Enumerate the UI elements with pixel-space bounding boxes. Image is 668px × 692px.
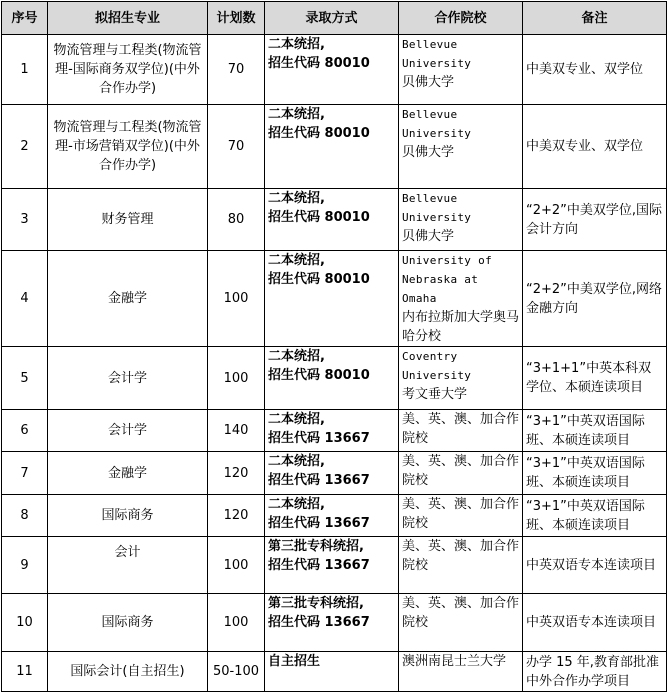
- cell-method: [265, 105, 399, 189]
- cell-method: [265, 452, 399, 495]
- table-row: [2, 105, 667, 189]
- cell-method: [265, 410, 399, 452]
- cell-plan: 50-100: [208, 652, 265, 692]
- header-plan: 计划数: [208, 2, 265, 35]
- method-line-1: 第三批专科统招,: [268, 596, 364, 611]
- cell-seq: 1: [2, 35, 48, 105]
- cell-note: 中美双专业、双学位: [523, 35, 667, 105]
- partner-cn: 考文垂大学: [402, 387, 468, 402]
- partner-en-2: University: [402, 57, 472, 70]
- cell-partner: [399, 594, 523, 652]
- method-line-2: 招生代码 80010: [268, 56, 370, 71]
- method-line-1: 二本统招,: [268, 107, 325, 122]
- header-partner: 合作院校: [399, 2, 523, 35]
- partner-cn: 贝佛大学: [402, 145, 455, 160]
- table-row: [2, 452, 667, 495]
- partner-cn: 贝佛大学: [402, 75, 455, 90]
- cell-major: 国际商务: [48, 495, 208, 537]
- table-header-row: [2, 2, 667, 35]
- cell-seq: 2: [2, 105, 48, 189]
- cell-note: “3+1+1”中英本科双学位、本硕连读项目: [523, 347, 667, 410]
- cell-method: [265, 251, 399, 347]
- cell-major: 会计学: [48, 410, 208, 452]
- partner-cn: 美、英、澳、加合作院校: [402, 454, 520, 488]
- cell-method: [265, 594, 399, 652]
- table-row: [2, 35, 667, 105]
- cell-seq: 4: [2, 251, 48, 347]
- cell-major: 金融学: [48, 251, 208, 347]
- method-line-1: 第三批专科统招,: [268, 539, 364, 554]
- cell-partner: [399, 537, 523, 594]
- cell-partner: [399, 189, 523, 251]
- cell-plan: 140: [208, 410, 265, 452]
- partner-en-1: Bellevue: [402, 38, 458, 51]
- cell-major: 物流管理与工程类(物流管理-国际商务双学位)(中外合作办学): [48, 35, 208, 105]
- cell-major: 财务管理: [48, 189, 208, 251]
- cell-seq: 7: [2, 452, 48, 495]
- partner-cn: 美、英、澳、加合作院校: [402, 497, 520, 531]
- cell-partner: [399, 452, 523, 495]
- cell-plan: 100: [208, 251, 265, 347]
- table-row: [2, 594, 667, 652]
- partner-en-1: University of: [402, 254, 492, 267]
- header-seq: 序号: [2, 2, 48, 35]
- method-line-1: 二本统招,: [268, 253, 325, 268]
- cell-method: [265, 537, 399, 594]
- method-line-2: 招生代码 80010: [268, 272, 370, 287]
- cell-plan: 80: [208, 189, 265, 251]
- cell-major: 金融学: [48, 452, 208, 495]
- cell-note: “2+2”中美双学位,网络金融方向: [523, 251, 667, 347]
- partner-en-1: Bellevue: [402, 108, 458, 121]
- cell-partner: [399, 251, 523, 347]
- method-line-2: 招生代码 13667: [268, 516, 370, 531]
- cell-method: [265, 347, 399, 410]
- cell-partner: [399, 495, 523, 537]
- method-line-1: 二本统招,: [268, 37, 325, 52]
- cell-method: [265, 495, 399, 537]
- cell-major: 物流管理与工程类(物流管理-市场营销双学位)(中外合作办学): [48, 105, 208, 189]
- partner-cn: 美、英、澳、加合作院校: [402, 596, 520, 630]
- method-line-1: 二本统招,: [268, 191, 325, 206]
- table-row: [2, 495, 667, 537]
- partner-cn: 内布拉斯加大学奥马哈分校: [402, 310, 520, 344]
- cell-method: [265, 35, 399, 105]
- cell-note: “3+1”中英双语国际班、本硕连读项目: [523, 495, 667, 537]
- cell-seq: 8: [2, 495, 48, 537]
- cell-plan: 70: [208, 35, 265, 105]
- cell-seq: 6: [2, 410, 48, 452]
- method-line-1: 二本统招,: [268, 349, 325, 364]
- table-row: [2, 251, 667, 347]
- table-row: [2, 537, 667, 594]
- cell-partner: [399, 347, 523, 410]
- cell-note: “2+2”中美双学位,国际会计方向: [523, 189, 667, 251]
- cell-major: 国际会计(自主招生): [48, 652, 208, 692]
- cell-partner: [399, 652, 523, 692]
- cell-plan: 100: [208, 594, 265, 652]
- cell-plan: 120: [208, 495, 265, 537]
- cell-note: “3+1”中英双语国际班、本硕连读项目: [523, 452, 667, 495]
- partner-cn: 美、英、澳、加合作院校: [402, 412, 520, 446]
- header-major: 拟招生专业: [48, 2, 208, 35]
- method-line-2: 招生代码 13667: [268, 558, 370, 573]
- cell-plan: 100: [208, 537, 265, 594]
- table-row: [2, 410, 667, 452]
- cell-seq: 3: [2, 189, 48, 251]
- partner-en-2: Nebraska at Omaha: [402, 273, 479, 305]
- method-line-1: 自主招生: [268, 654, 321, 669]
- partner-cn: 澳洲南昆士兰大学: [402, 654, 507, 669]
- method-line-2: 招生代码 80010: [268, 368, 370, 383]
- cell-note: 中英双语专本连读项目: [523, 594, 667, 652]
- cell-partner: [399, 35, 523, 105]
- cell-seq: 9: [2, 537, 48, 594]
- partner-cn: 贝佛大学: [402, 229, 455, 244]
- partner-cn: 美、英、澳、加合作院校: [402, 539, 520, 573]
- cell-plan: 120: [208, 452, 265, 495]
- header-note: 备注: [523, 2, 667, 35]
- cell-major: 会计: [48, 537, 208, 594]
- cell-note: 中英双语专本连读项目: [523, 537, 667, 594]
- cell-method: [265, 652, 399, 692]
- cell-note: “3+1”中英双语国际班、本硕连读项目: [523, 410, 667, 452]
- cell-seq: 5: [2, 347, 48, 410]
- cell-partner: [399, 105, 523, 189]
- method-line-1: 二本统招,: [268, 412, 325, 427]
- cell-major: 国际商务: [48, 594, 208, 652]
- cell-major: 会计学: [48, 347, 208, 410]
- header-method: 录取方式: [265, 2, 399, 35]
- cell-plan: 100: [208, 347, 265, 410]
- cell-partner: [399, 410, 523, 452]
- partner-en-2: University: [402, 369, 472, 382]
- method-line-1: 二本统招,: [268, 454, 325, 469]
- table-row: [2, 652, 667, 692]
- cell-note: 中美双专业、双学位: [523, 105, 667, 189]
- partner-en-1: Bellevue: [402, 192, 458, 205]
- partner-en-2: University: [402, 211, 472, 224]
- cell-seq: 11: [2, 652, 48, 692]
- partner-en-2: University: [402, 127, 472, 140]
- method-line-1: 二本统招,: [268, 497, 325, 512]
- method-line-2: 招生代码 80010: [268, 126, 370, 141]
- partner-en-1: Coventry: [402, 350, 458, 363]
- cell-seq: 10: [2, 594, 48, 652]
- method-line-2: 招生代码 80010: [268, 210, 370, 225]
- method-line-2: 招生代码 13667: [268, 431, 370, 446]
- cell-method: [265, 189, 399, 251]
- enrollment-table: [1, 1, 667, 692]
- cell-note: 办学 15 年,教育部批准中外合作办学项目: [523, 652, 667, 692]
- method-line-2: 招生代码 13667: [268, 473, 370, 488]
- table-row: [2, 347, 667, 410]
- table-row: [2, 189, 667, 251]
- method-line-2: 招生代码 13667: [268, 615, 370, 630]
- cell-plan: 70: [208, 105, 265, 189]
